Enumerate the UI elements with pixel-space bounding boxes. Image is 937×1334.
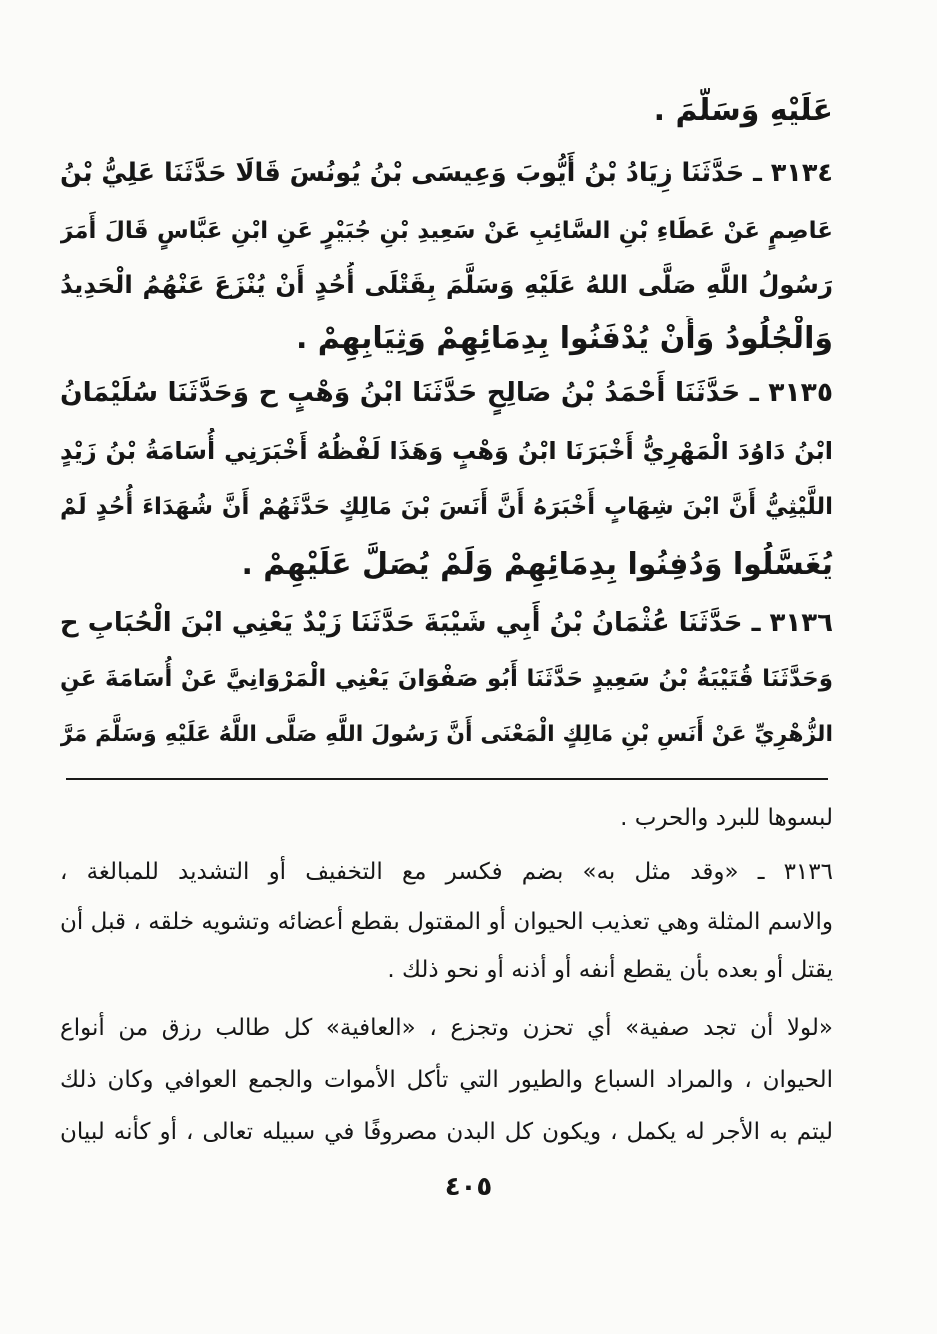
page-number: ٤٠٥ <box>444 1172 493 1202</box>
footnote-line: لبسوها للبرد والحرب . <box>620 805 833 831</box>
footnote-line: يقتل أو بعده بأن يقطع أنفه أو أذنه أو نحو ذلك . <box>387 957 833 983</box>
hadith-line: عَلَيْهِ وَسَلَّمَ . <box>653 93 833 128</box>
hadith-line: ٣١٣٥ ـ حَدَّثَنَا أَحْمَدُ بْنُ صَالِحٍ حَدَّثَنَا ابْنُ وَهْبٍ ح وَحَدَّثَنَا سُلَيْمَانُ <box>60 377 833 408</box>
footnote-separator <box>66 778 828 780</box>
hadith-line: رَسُولُ اللَّهِ صَلَّى اللهُ عَلَيْهِ وَسَلَّمَ بِقَتْلَى أُحُدٍ أَنْ يُنْزَعَ عَنْهُمُ الْحَدِيدُ <box>60 270 833 299</box>
hadith-line: الزُّهْرِيِّ عَنْ أَنَسِ بْنِ مَالِكٍ الْمَعْنَى أَنَّ رَسُولَ اللَّهِ صَلَّى اللَّهُ عَلَيْهِ وَسَلَّمَ مَرَّ <box>60 722 833 747</box>
hadith-line: عَاصِمٍ عَنْ عَطَاءِ بْنِ السَّائِبِ عَنْ سَعِيدِ بْنِ جُبَيْرٍ عَنِ ابْنِ عَبَّاسٍ قَالَ أَمَرَ <box>60 218 833 244</box>
hadith-line: ٣١٣٦ ـ حَدَّثَنَا عُثْمَانُ بْنُ أَبِي شَيْبَةَ حَدَّثَنَا زَيْدٌ يَعْنِي ابْنَ الْحُبَابِ ح <box>60 608 833 638</box>
footnote-line: ٣١٣٦ ـ «وقد مثل به» بضم فكسر مع التخفيف أو التشديد للمبالغة ، <box>60 859 833 885</box>
hadith-line: يُغَسَّلُوا وَدُفِنُوا بِدِمَائِهِمْ وَلَمْ يُصَلَّ عَلَيْهِمْ . <box>241 547 833 582</box>
hadith-line: ابْنُ دَاوُدَ الْمَهْرِيُّ أَخْبَرَنَا ابْنُ وَهْبٍ وَهَذَا لَفْظُهُ أَخْبَرَنِي أُسَامَةُ بْنُ زَيْدٍ <box>60 437 833 465</box>
footnote-line: ليتم به الأجر له يكمل ، ويكون كل البدن مصروفًا في سبيله تعالى ، أو كأنه لبيان <box>60 1119 833 1145</box>
footnote-line: «لولا أن تجد صفية» أي تحزن وتجزع ، «العافية» كل طالب رزق من أنواع <box>60 1015 833 1041</box>
hadith-line: اللَّيْثِيُّ أَنَّ ابْنَ شِهَابٍ أَخْبَرَهُ أَنَّ أَنَسَ بْنَ مَالِكٍ حَدَّثَهُمْ أَنَّ شُهَدَاءَ أُحُدٍ لَمْ <box>60 494 833 520</box>
hadith-line: وَحَدَّثَنَا قُتَيْبَةُ بْنُ سَعِيدٍ حَدَّثَنَا أَبُو صَفْوَانَ يَعْنِي الْمَرْوَانِيَّ عَنْ أُسَامَةَ عَنِ <box>60 666 833 692</box>
footnote-line: والاسم المثلة وهي تعذيب الحيوان أو المقتول بقطع أعضائه وتشويه خلقه ، قبل أن <box>60 909 833 935</box>
hadith-line: ٣١٣٤ ـ حَدَّثَنَا زِيَادُ بْنُ أَيُّوبَ وَعِيسَى بْنُ يُونُسَ قَالَا حَدَّثَنَا عَلِيُّ بْنُ <box>60 158 833 188</box>
hadith-line: وَالْجُلُودُ وَأَنْ يُدْفَنُوا بِدِمَائِهِمْ وَثِيَابِهِمْ . <box>295 321 833 356</box>
footnote-line: الحيوان ، والمراد السباع والطيور التي تأكل الأموات والجمع العوافي وكان ذلك <box>60 1067 833 1093</box>
